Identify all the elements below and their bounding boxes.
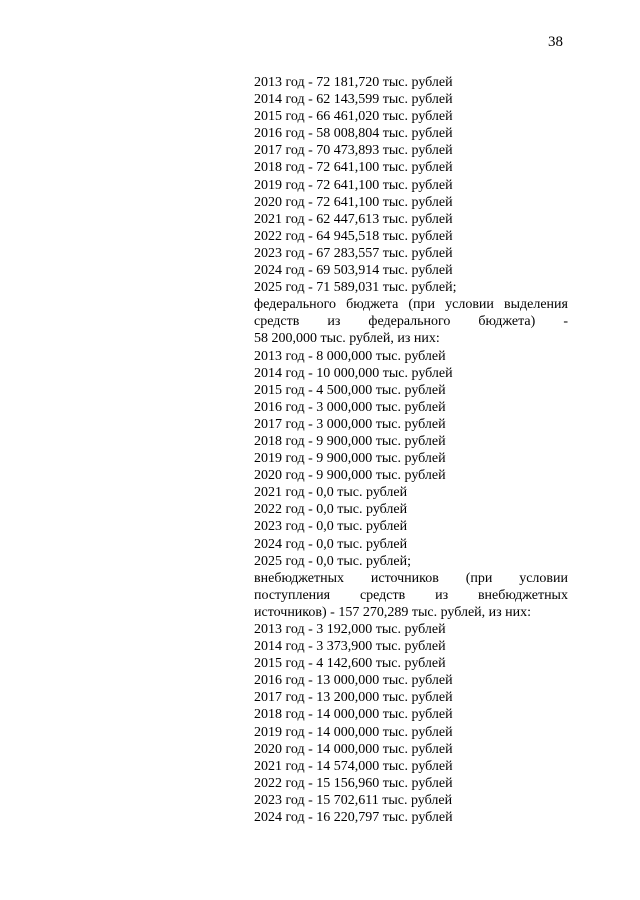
list-item: 2020 год - 14 000,000 тыс. рублей [254, 741, 453, 757]
list-item: 2021 год - 62 447,613 тыс. рублей [254, 211, 453, 227]
list-item: 2018 год - 9 900,000 тыс. рублей [254, 433, 446, 449]
list-item: 2020 год - 72 641,100 тыс. рублей [254, 194, 453, 210]
federal-budget-heading [254, 296, 568, 347]
list-item: 2019 год - 9 900,000 тыс. рублей [254, 451, 446, 467]
list-item: 2018 год - 72 641,100 тыс. рублей [254, 160, 453, 176]
list-item: 2019 год - 72 641,100 тыс. рублей [254, 177, 453, 193]
word: условии [445, 297, 494, 313]
list-item: 2023 год - 67 283,557 тыс. рублей [254, 245, 453, 261]
list-item: 2016 год - 13 000,000 тыс. рублей [254, 673, 453, 689]
list-item: 2022 год - 64 945,518 тыс. рублей [254, 228, 453, 244]
word: выделения [504, 297, 568, 313]
extrabudget-total: источников) - 157 270,289 тыс. рублей, из них: [254, 604, 532, 620]
list-item: 2025 год - 71 589,031 тыс. рублей; [254, 280, 457, 296]
word: из [327, 314, 341, 330]
list-item: 2024 год - 69 503,914 тыс. рублей [254, 263, 453, 279]
list-item: 2017 год - 70 473,893 тыс. рублей [254, 143, 453, 159]
justified-line [254, 570, 568, 587]
word: (при [408, 297, 436, 313]
justified-line [254, 296, 568, 313]
list-item: 2023 год - 15 702,611 тыс. рублей [254, 792, 453, 808]
list-item: 2016 год - 58 008,804 тыс. рублей [254, 126, 453, 142]
word: бюджета) [478, 314, 536, 330]
word: (при [465, 570, 493, 586]
list-item: 2025 год - 0,0 тыс. рублей; [254, 553, 412, 569]
federal-total: 58 200,000 тыс. рублей, из них: [254, 331, 440, 347]
list-item: 2018 год - 14 000,000 тыс. рублей [254, 707, 453, 723]
list-item: 2015 год - 66 461,020 тыс. рублей [254, 109, 453, 125]
list-item: 2022 год - 0,0 тыс. рублей [254, 502, 408, 518]
word: условии [519, 570, 568, 586]
list-item: 2013 год - 3 192,000 тыс. рублей [254, 622, 446, 637]
extrabudget-list [254, 621, 568, 826]
word: внебюджетных [254, 570, 345, 586]
list-item: 2013 год - 72 181,720 тыс. рублей [254, 75, 453, 90]
list-item: 2019 год - 14 000,000 тыс. рублей [254, 724, 453, 740]
word: поступления [254, 587, 331, 603]
list-item: 2013 год - 8 000,000 тыс. рублей [254, 348, 446, 364]
list-item: 2023 год - 0,0 тыс. рублей [254, 519, 408, 535]
list-item: 2024 год - 16 220,797 тыс. рублей [254, 810, 453, 826]
word: внебюджетных [477, 587, 568, 603]
word: из [435, 587, 449, 603]
word: источников [370, 570, 439, 586]
list-item: 2015 год - 4 500,000 тыс. рублей [254, 382, 446, 398]
extrabudget-heading [254, 570, 568, 621]
word: - [563, 314, 568, 330]
page-number: 38 [548, 34, 563, 50]
list-item: 2014 год - 3 373,900 тыс. рублей [254, 639, 446, 655]
word: федерального [368, 314, 451, 330]
list-item: 2020 год - 9 900,000 тыс. рублей [254, 468, 446, 484]
document-body [254, 74, 568, 826]
list-item: 2021 год - 0,0 тыс. рублей [254, 485, 408, 501]
list-item: 2024 год - 0,0 тыс. рублей [254, 536, 408, 552]
list-item: 2021 год - 14 574,000 тыс. рублей [254, 758, 453, 774]
federal-budget-list [254, 348, 568, 570]
word: федерального [254, 297, 337, 313]
word: бюджета [346, 297, 399, 313]
list-item: 2014 год - 10 000,000 тыс. рублей [254, 365, 453, 381]
list-item: 2015 год - 4 142,600 тыс. рублей [254, 656, 446, 672]
list-item: 2017 год - 3 000,000 тыс. рублей [254, 416, 446, 432]
justified-line [254, 313, 568, 330]
list-item: 2017 год - 13 200,000 тыс. рублей [254, 690, 453, 706]
word: средств [254, 314, 300, 330]
list-item: 2022 год - 15 156,960 тыс. рублей [254, 775, 453, 791]
list-item: 2014 год - 62 143,599 тыс. рублей [254, 92, 453, 108]
word: средств [359, 587, 406, 603]
regional-budget-list [254, 74, 568, 296]
justified-line [254, 587, 568, 604]
list-item: 2016 год - 3 000,000 тыс. рублей [254, 399, 446, 415]
